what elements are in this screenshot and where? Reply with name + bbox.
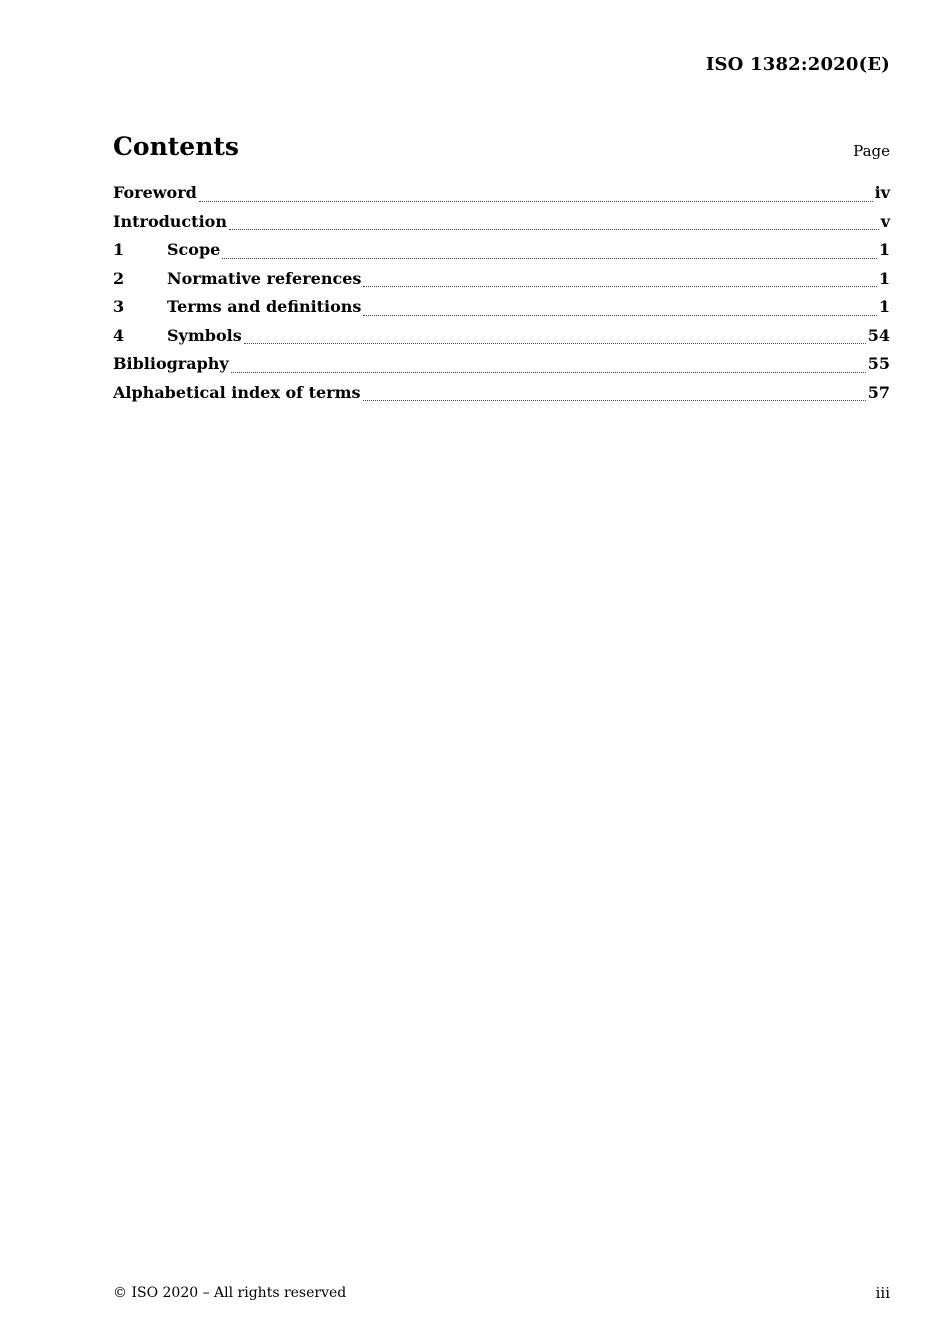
toc-entry-label: Bibliography <box>113 354 229 373</box>
dot-leader <box>231 372 866 373</box>
toc-entry-number: 4 <box>113 325 125 345</box>
toc-entry-label: Alphabetical index of terms <box>113 382 361 402</box>
dot-leader <box>363 400 866 401</box>
toc-entry-label: Foreword <box>113 183 197 202</box>
toc-entry-page: v <box>880 211 890 231</box>
dot-leader <box>229 229 879 230</box>
toc-entry-terms-and-definitions[interactable] <box>113 297 890 326</box>
toc-entry-bibliography[interactable] <box>113 354 890 383</box>
toc-entry-introduction[interactable] <box>113 212 890 241</box>
toc-entry-foreword[interactable] <box>113 183 890 212</box>
toc-entry-label: Scope <box>167 240 221 259</box>
page-column-label: Page <box>853 142 890 160</box>
toc-entry-page: 57 <box>867 382 890 402</box>
toc-entry-page: 1 <box>878 240 890 259</box>
toc-entry-symbols[interactable] <box>113 326 890 355</box>
toc-entry-number: 3 <box>113 297 125 316</box>
toc-entry-page: 1 <box>878 268 890 288</box>
document-code: ISO 1382:2020(E) <box>705 54 890 75</box>
toc-entry-scope[interactable] <box>113 240 890 269</box>
toc-entry-page: 54 <box>867 325 890 345</box>
table-of-contents <box>113 183 890 411</box>
dot-leader <box>199 201 873 202</box>
toc-entry-alphabetical-index[interactable] <box>113 383 890 412</box>
toc-entry-label: Terms and definitions <box>167 297 362 316</box>
contents-title: Contents <box>113 132 240 161</box>
toc-entry-page: 55 <box>867 354 890 373</box>
toc-entry-page: iv <box>874 183 890 202</box>
toc-entry-page: 1 <box>878 297 890 316</box>
page-number: iii <box>875 1284 890 1302</box>
dot-leader <box>363 315 876 316</box>
toc-entry-normative-references[interactable] <box>113 269 890 298</box>
dot-leader <box>222 258 877 259</box>
toc-entry-number: 2 <box>113 268 125 288</box>
toc-entry-label: Symbols <box>167 325 242 345</box>
dot-leader <box>244 343 866 344</box>
toc-entry-label: Introduction <box>113 211 227 231</box>
toc-entry-number: 1 <box>113 240 125 259</box>
dot-leader <box>363 286 876 287</box>
copyright-notice: © ISO 2020 – All rights reserved <box>113 1285 347 1301</box>
toc-entry-label: Normative references <box>167 268 362 288</box>
